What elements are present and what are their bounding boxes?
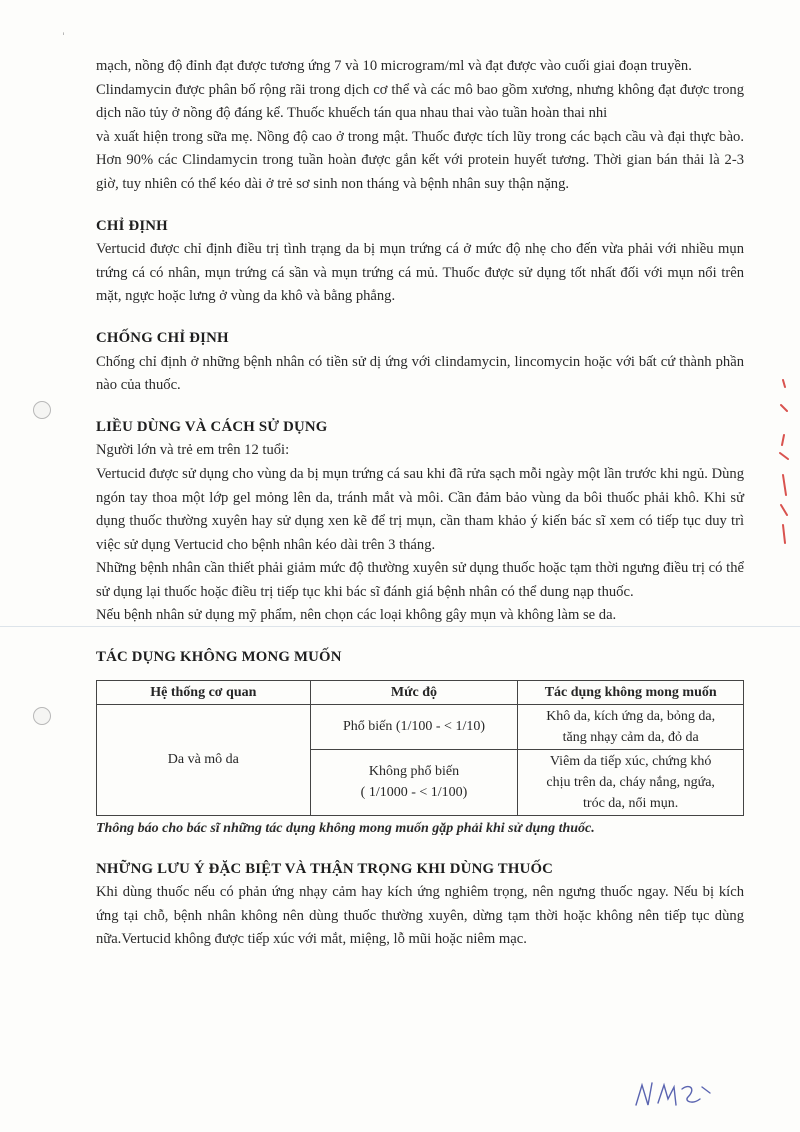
effect-line: Viêm da tiếp xúc, chứng khó [549,753,712,769]
pk-paragraph-1: mạch, nồng độ đỉnh đạt được tương ứng 7 và 10 microgram/ml và đạt được vào cuối giai đoạn truyền. [96,58,692,74]
level-line: Không phổ biến [368,764,460,780]
precautions-heading: NHỮNG LƯU Ý ĐẶC BIỆT VÀ THẬN TRỌNG KHI DÙNG THUỐC [96,860,554,877]
organ-cell: Da và mô da [97,704,311,815]
corner-mark-icon: ˈ [62,32,65,43]
effect-line: chịu trên da, cháy nắng, ngứa, [546,774,715,790]
contraindication-text: Chống chỉ định ở những bệnh nhân có tiền sử dị ứng với clindamycin, lincomycin hoặc với bất cứ thành phần nào của thuốc. [96,353,744,394]
level-line: ( 1/1000 - < 1/100) [360,785,468,801]
indication-text: Vertucid được chỉ định điều trị tình trạng da bị mụn trứng cá ở mức độ nhẹ cho đến vừa phải với nhiều mụn trứng cá có nhân, mụn trứng cá sần và mụn trứng cá mủ. Thuốc được sử dụng tốt nhất đối với mụn nổi trên mặt, ngực hoặc lưng ở vùng da khô và bằng phẳng. [96,241,744,305]
table-header-cell: Tác dụng không mong muốn [518,680,744,704]
document-body [96,55,744,952]
signature-icon [630,1075,720,1115]
indication-heading: CHỈ ĐỊNH [96,217,168,234]
pk-paragraph-2: Clindamycin được phân bố rộng rãi trong dịch cơ thể và các mô bao gồm xương, nhưng không đạt được trong dịch não tủy ở nồng độ đáng kể. Thuốc khuếch tán qua nhau thai vào tuần hoàn thai nhi [96,81,744,122]
level-cell: Phổ biến (1/100 - < 1/10) [310,704,518,749]
side-effects-heading: TÁC DỤNG KHÔNG MONG MUỐN [96,649,342,666]
table-header-cell: Mức độ [310,680,518,704]
dosage-line: Người lớn và trẻ em trên 12 tuổi: [96,442,290,459]
dosage-heading: LIỀU DÙNG VÀ CÁCH SỬ DỤNG [96,418,328,435]
dosage-line: Những bệnh nhân cần thiết phải giảm mức độ thường xuyên sử dụng thuốc hoặc tạm thời ngưng điều trị có thể sử dụng lại thuốc hoặc điều trị tiếp tục khi bác sĩ đánh giá bệnh nhân có thể dung nạp thuốc. [96,560,744,600]
table-header-row [97,680,744,704]
effect-line: tróc da, nổi mụn. [583,795,679,811]
precautions-text: Khi dùng thuốc nếu có phản ứng nhạy cảm hay kích ứng nghiêm trọng, nên ngưng thuốc ngay. Nếu bị kích ứng tại chỗ, bệnh nhân không nên dùng thuốc thường xuyên, dừng tạm thời hoặc không nên tiếp tục dùng nữa.Vertucid không được tiếp xúc với mắt, miệng, lỗ mũi hoặc niêm mạc. [96,884,744,948]
table-row [97,704,744,749]
level-cell [310,749,518,815]
effect-cell [518,704,744,749]
effect-line: tăng nhạy cảm da, đỏ da [562,729,699,745]
contraindication-heading: CHỐNG CHỈ ĐỊNH [96,329,229,346]
effect-line: Khô da, kích ứng da, bỏng da, [546,708,716,724]
dosage-line: Nếu bệnh nhân sử dụng mỹ phẩm, nên chọn các loại không gây mụn và không làm se da. [96,607,617,624]
pk-paragraph-3: và xuất hiện trong sữa mẹ. Nồng độ cao ở trong mật. Thuốc được tích lũy trong các bạch cầu và đại thực bào. Hơn 90% các Clindamycin trong tuần hoàn được gắn kết với protein huyết tương. Thời gian bán thải là 2-3 giờ, tuy nhiên có thể kéo dài ở trẻ sơ sinh non tháng và bệnh nhân suy thận nặng. [96,128,744,192]
effect-cell [518,749,744,815]
hole-punch-icon [33,401,51,419]
dosage-line: Vertucid được sử dụng cho vùng da bị mụn trứng cá sau khi đã rửa sạch mỗi ngày một lần trước khi ngủ. Dùng ngón tay thoa một lớp gel mỏng lên da, tránh mắt và môi. Cần đảm bảo vùng da bôi thuốc phải khô. Khi sử dụng thuốc thường xuyên hay sử dụng xen kẽ để trị mụn, cần tham khảo ý kiến bác sĩ xem có tiếp tục duy trì việc sử dụng Vertucid cho bệnh nhân kéo dài trên 3 tháng. [96,465,744,553]
table-header-cell: Hệ thống cơ quan [97,680,311,704]
side-effects-note: Thông báo cho bác sĩ những tác dụng không mong muốn gặp phải khi sử dụng thuốc. [96,820,595,836]
side-effects-table [96,680,744,816]
hole-punch-icon [33,707,51,725]
stamp-mark-icon [775,375,795,555]
